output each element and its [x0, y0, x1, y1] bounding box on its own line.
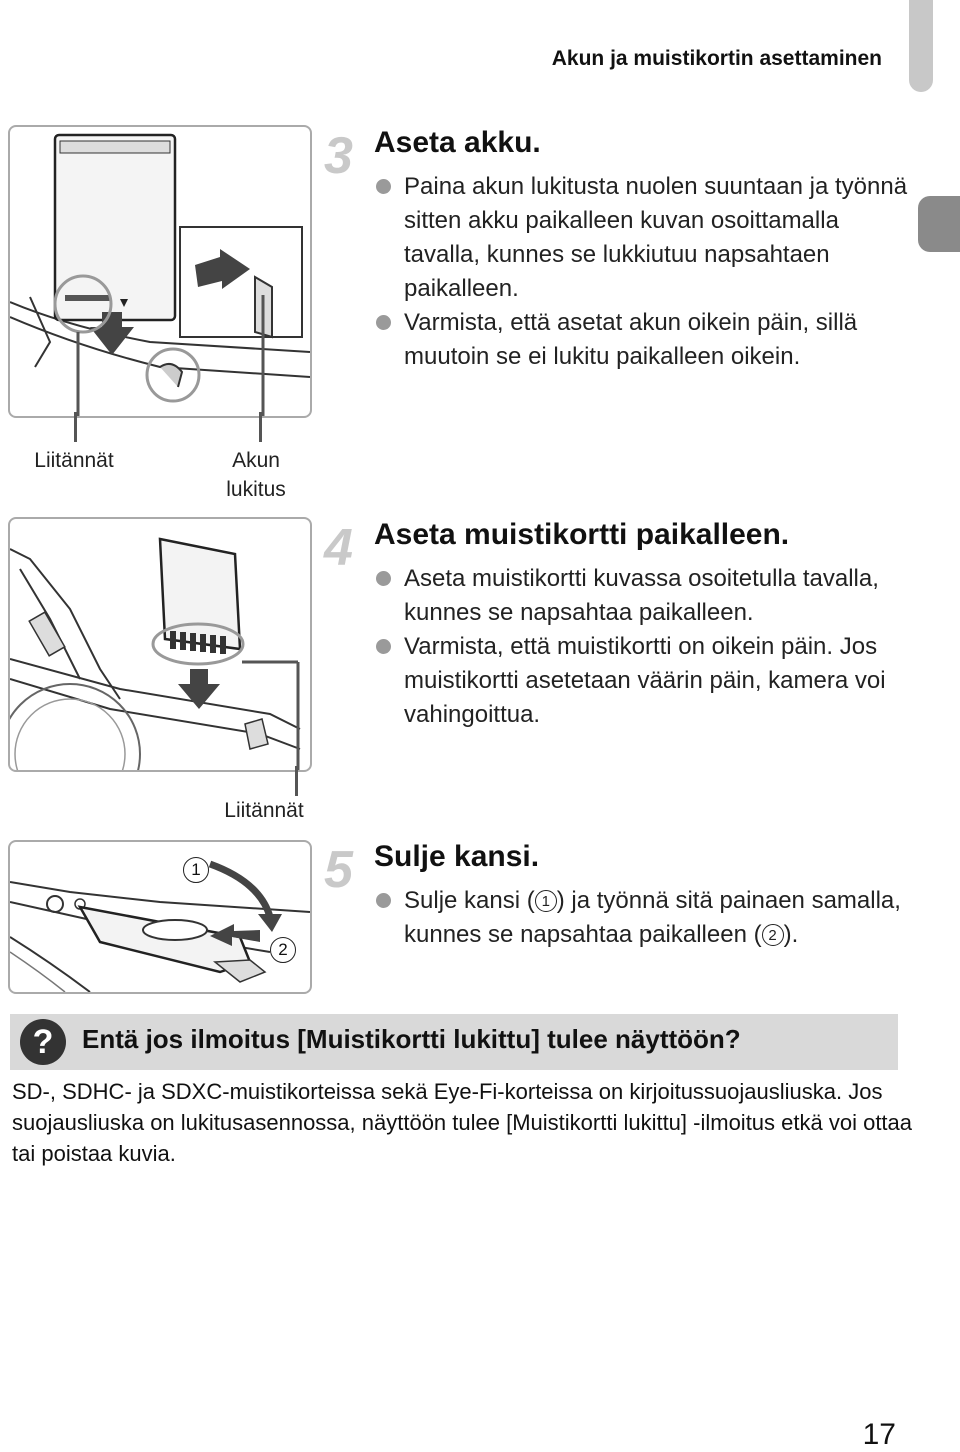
caption-terminals-2: Liitännät: [224, 799, 304, 822]
chapter-tab-top: [909, 0, 933, 92]
inline-callout-2: 2: [762, 924, 784, 946]
step-title-4: Aseta muistikortti paikalleen.: [374, 518, 790, 551]
question-icon: ?: [20, 1019, 66, 1065]
page-number: 17: [862, 1418, 896, 1451]
connector-line-2: [295, 766, 298, 796]
step-title-5: Sulje kansi.: [374, 840, 540, 873]
step-4-bullet-1: Aseta muistikortti kuvassa osoitetulla tavalla, kunnes se napsahtaa paikalleen.: [374, 562, 914, 630]
close-cover-illustration: [8, 840, 312, 994]
inline-callout-1: 1: [535, 890, 557, 912]
step-title-3: Aseta akku.: [374, 126, 541, 159]
step-3-bullet-2: Varmista, että asetat akun oikein päin, sillä muutoin se ei lukitu paikalleen oikein.: [374, 306, 914, 374]
step-5-bullet-1: Sulje kansi ( 1 ) ja työnnä sitä painaen samalla, kunnes se napsahtaa paikalleen ( 2 ).: [374, 884, 914, 952]
callout-2-marker: 2: [270, 937, 296, 963]
page-header-title: Akun ja muistikortin asettaminen: [551, 47, 882, 70]
caption-battery-lock: Akun lukitus: [226, 449, 286, 501]
battery-illustration: [8, 125, 312, 418]
step-number-3: 3: [324, 127, 353, 185]
step-5-bullets: [374, 884, 914, 952]
caption-terminals-1: Liitännät: [34, 449, 114, 472]
chapter-tab-marker: [918, 196, 960, 252]
step-3-bullets: [374, 170, 914, 374]
note-body: SD-, SDHC- ja SDXC-muistikorteissa sekä Eye-Fi-korteissa on kirjoitussuojausliuska. Jos suojausliuska on lukitusasennossa, näyttöön tulee [Muistikortti lukittu] -ilmoitus etkä voi ottaa tai poistaa kuvia.: [12, 1079, 913, 1166]
note-title: Entä jos ilmoitus [Muistikortti lukittu] tulee näyttöön?: [82, 1024, 741, 1054]
step-number-5: 5: [324, 841, 353, 899]
step-number-4: 4: [324, 519, 353, 577]
step-4-bullet-2: Varmista, että muistikortti on oikein päin. Jos muistikortti asetetaan väärin päin, kamera voi vahingoittua.: [374, 630, 914, 732]
lock-line-1: [259, 412, 262, 442]
callout-1-marker: 1: [183, 857, 209, 883]
step-4-bullets: [374, 562, 914, 732]
connector-line-1: [74, 412, 77, 442]
step-3-bullet-1: Paina akun lukitusta nuolen suuntaan ja työnnä sitten akku paikalleen kuvan osoittamalla tavalla, kunnes se lukkiutuu napsahtaen paikalleen.: [374, 170, 914, 306]
memory-card-illustration: [8, 517, 312, 772]
